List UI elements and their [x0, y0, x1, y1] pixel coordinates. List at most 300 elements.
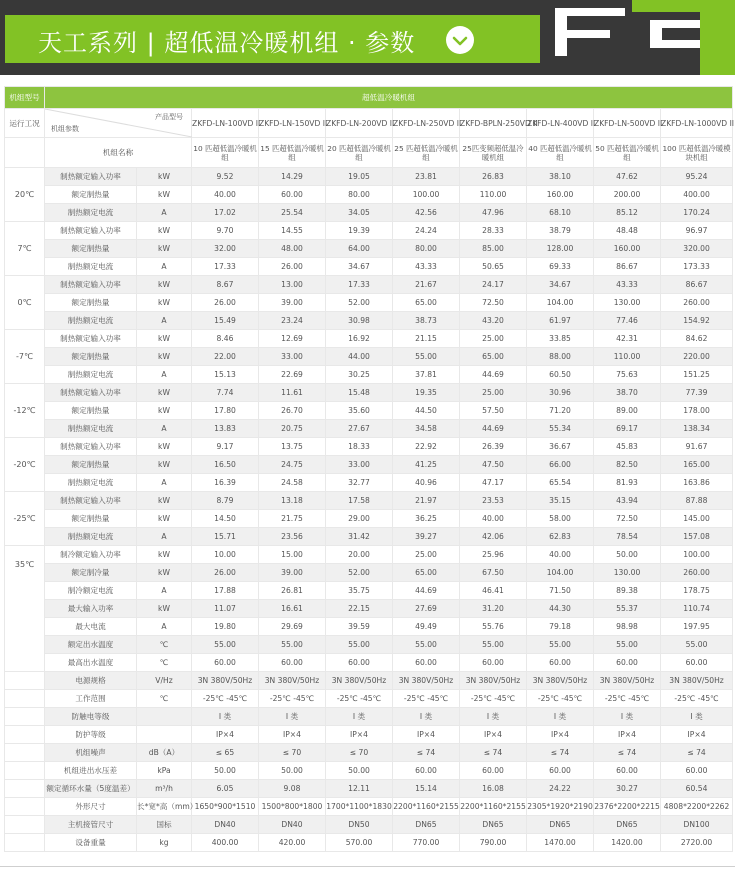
value-cell: IP×4 — [594, 726, 661, 744]
value-cell: 85.12 — [594, 204, 661, 222]
value-cell: 160.00 — [527, 186, 594, 204]
value-cell: 52.00 — [326, 294, 393, 312]
value-cell: 130.00 — [594, 294, 661, 312]
table-row — [5, 204, 733, 222]
value-cell: 55.34 — [527, 420, 594, 438]
param-cell: 制热额定电流 — [45, 204, 137, 222]
value-cell: 2720.00 — [661, 834, 733, 852]
value-cell: 34.05 — [326, 204, 393, 222]
param-cell: 制热额定输入功率 — [45, 222, 137, 240]
value-cell: I 类 — [661, 708, 733, 726]
param-cell: 制热额定输入功率 — [45, 492, 137, 510]
param-cell: 额定制热量 — [45, 294, 137, 312]
table-row — [5, 528, 733, 546]
value-cell: 197.95 — [661, 618, 733, 636]
value-cell: ≤ 74 — [393, 744, 460, 762]
value-cell: 40.00 — [460, 510, 527, 528]
unit-cell: kW — [137, 186, 192, 204]
value-cell: 400.00 — [192, 834, 259, 852]
value-cell: 38.73 — [393, 312, 460, 330]
param-cell: 额定制热量 — [45, 510, 137, 528]
table-row — [5, 294, 733, 312]
check-icon — [446, 26, 474, 54]
value-cell: 72.50 — [460, 294, 527, 312]
value-cell: 55.00 — [527, 636, 594, 654]
value-cell: 81.93 — [594, 474, 661, 492]
table-row — [5, 600, 733, 618]
value-cell: 39.00 — [259, 564, 326, 582]
value-cell: 65.00 — [460, 348, 527, 366]
model-cell: ZKFD-LN-1000VD II — [661, 109, 733, 138]
value-cell: IP×4 — [326, 726, 393, 744]
value-cell: 26.00 — [192, 564, 259, 582]
table-row — [5, 618, 733, 636]
param-cell: 制热额定输入功率 — [45, 438, 137, 456]
value-cell: ≤ 70 — [326, 744, 393, 762]
value-cell: 31.42 — [326, 528, 393, 546]
table-row — [5, 492, 733, 510]
value-cell: 60.00 — [527, 762, 594, 780]
value-cell: 27.67 — [326, 420, 393, 438]
value-cell: 19.80 — [192, 618, 259, 636]
param-cell: 额定制冷量 — [45, 564, 137, 582]
param-cell: 防触电等级 — [45, 708, 137, 726]
value-cell: 32.77 — [326, 474, 393, 492]
value-cell: 71.50 — [527, 582, 594, 600]
value-cell: 60.54 — [661, 780, 733, 798]
value-cell: 26.81 — [259, 582, 326, 600]
unit-cell: kW — [137, 564, 192, 582]
param-cell: 制冷额定电流 — [45, 582, 137, 600]
table-row — [5, 546, 733, 564]
value-cell: 170.24 — [661, 204, 733, 222]
unit-name-cell: 10 匹超低温冷暖机组 — [192, 138, 259, 168]
condition-cell: -7℃ — [5, 330, 45, 384]
unit-cell — [137, 726, 192, 744]
value-cell: 3N 380V/50Hz — [393, 672, 460, 690]
value-cell: 26.83 — [460, 168, 527, 186]
value-cell: 110.00 — [594, 348, 661, 366]
value-cell: 26.70 — [259, 402, 326, 420]
value-cell: 2200*1160*2155 — [460, 798, 527, 816]
value-cell: 55.00 — [460, 636, 527, 654]
value-cell: 1650*900*1510 — [192, 798, 259, 816]
value-cell: 42.56 — [393, 204, 460, 222]
value-cell: 34.67 — [326, 258, 393, 276]
value-cell: 60.00 — [460, 654, 527, 672]
value-cell: DN40 — [192, 816, 259, 834]
value-cell: 17.33 — [326, 276, 393, 294]
param-cell: 主机接管尺寸 — [45, 816, 137, 834]
value-cell: 11.61 — [259, 384, 326, 402]
value-cell: 60.00 — [326, 654, 393, 672]
unit-name-cell: 15 匹超低温冷暖机组 — [259, 138, 326, 168]
value-cell: 85.00 — [460, 240, 527, 258]
value-cell: 75.63 — [594, 366, 661, 384]
table-row — [5, 330, 733, 348]
value-cell: 22.69 — [259, 366, 326, 384]
value-cell: 47.17 — [460, 474, 527, 492]
condition-cell — [5, 780, 45, 798]
value-cell: 21.15 — [393, 330, 460, 348]
value-cell: 48.00 — [259, 240, 326, 258]
value-cell: -25℃ -45℃ — [527, 690, 594, 708]
value-cell: 44.00 — [326, 348, 393, 366]
unit-cell: dB（A） — [137, 744, 192, 762]
value-cell: 163.86 — [661, 474, 733, 492]
value-cell: 36.25 — [393, 510, 460, 528]
unit-name-cell: 40 匹超低温冷暖机组 — [527, 138, 594, 168]
unit-cell: 国标 — [137, 816, 192, 834]
value-cell: 16.08 — [460, 780, 527, 798]
value-cell: 64.00 — [326, 240, 393, 258]
value-cell: 8.67 — [192, 276, 259, 294]
param-cell: 机组噪声 — [45, 744, 137, 762]
condition-cell — [5, 798, 45, 816]
value-cell: 8.79 — [192, 492, 259, 510]
value-cell: 19.05 — [326, 168, 393, 186]
unit-cell: ℃ — [137, 636, 192, 654]
condition-cell: 7℃ — [5, 222, 45, 276]
value-cell: DN65 — [393, 816, 460, 834]
value-cell: I 类 — [393, 708, 460, 726]
value-cell: 61.97 — [527, 312, 594, 330]
condition-cell: 0℃ — [5, 276, 45, 330]
value-cell: ≤ 65 — [192, 744, 259, 762]
table-row — [5, 456, 733, 474]
value-cell: 35.75 — [326, 582, 393, 600]
condition-cell — [5, 138, 45, 168]
value-cell: 33.00 — [326, 456, 393, 474]
condition-cell: -25℃ — [5, 492, 45, 546]
value-cell: 22.00 — [192, 348, 259, 366]
value-cell: 15.71 — [192, 528, 259, 546]
value-cell: 37.81 — [393, 366, 460, 384]
value-cell: 104.00 — [527, 294, 594, 312]
value-cell: 154.92 — [661, 312, 733, 330]
table-row — [5, 636, 733, 654]
value-cell: 260.00 — [661, 294, 733, 312]
value-cell: 13.83 — [192, 420, 259, 438]
unit-cell: kW — [137, 294, 192, 312]
param-cell: 制热额定电流 — [45, 528, 137, 546]
table-row — [5, 834, 733, 852]
value-cell: 89.00 — [594, 402, 661, 420]
condition-cell: 20℃ — [5, 168, 45, 222]
unit-cell: kW — [137, 276, 192, 294]
value-cell: I 类 — [594, 708, 661, 726]
value-cell: 22.15 — [326, 600, 393, 618]
value-cell: 60.00 — [393, 762, 460, 780]
value-cell: 165.00 — [661, 456, 733, 474]
value-cell: 1500*800*1800 — [259, 798, 326, 816]
value-cell: 60.00 — [661, 762, 733, 780]
value-cell: -25℃ -45℃ — [393, 690, 460, 708]
unit-name-cell: 50 匹超低温冷暖机组 — [594, 138, 661, 168]
value-cell: 220.00 — [661, 348, 733, 366]
unit-name-cell: 25 匹超低温冷暖机组 — [393, 138, 460, 168]
value-cell: 67.50 — [460, 564, 527, 582]
param-cell: 制热额定电流 — [45, 366, 137, 384]
value-cell: 2305*1920*2190 — [527, 798, 594, 816]
value-cell: DN65 — [527, 816, 594, 834]
value-cell: 770.00 — [393, 834, 460, 852]
value-cell: 57.50 — [460, 402, 527, 420]
unit-cell: 长*宽*高（mm） — [137, 798, 192, 816]
value-cell: 25.96 — [460, 546, 527, 564]
condition-cell — [5, 726, 45, 744]
value-cell: 21.75 — [259, 510, 326, 528]
value-cell: 30.27 — [594, 780, 661, 798]
value-cell: 35.60 — [326, 402, 393, 420]
value-cell: 39.27 — [393, 528, 460, 546]
value-cell: 30.96 — [527, 384, 594, 402]
param-cell: 电源规格 — [45, 672, 137, 690]
value-cell: 95.24 — [661, 168, 733, 186]
unit-cell: kW — [137, 168, 192, 186]
value-cell: 44.69 — [460, 366, 527, 384]
value-cell: 78.54 — [594, 528, 661, 546]
model-cell: ZKFD-LN-100VD II — [192, 109, 259, 138]
value-cell: 35.15 — [527, 492, 594, 510]
unit-cell: kW — [137, 348, 192, 366]
unit-cell: A — [137, 618, 192, 636]
value-cell: 88.00 — [527, 348, 594, 366]
model-cell: ZKFD-LN-200VD II — [326, 109, 393, 138]
value-cell: 28.33 — [460, 222, 527, 240]
value-cell: 420.00 — [259, 834, 326, 852]
table-row — [5, 240, 733, 258]
value-cell: 15.13 — [192, 366, 259, 384]
condition-cell — [5, 762, 45, 780]
condition-cell — [5, 744, 45, 762]
value-cell: 14.55 — [259, 222, 326, 240]
value-cell: 19.39 — [326, 222, 393, 240]
value-cell: 110.00 — [460, 186, 527, 204]
value-cell: 22.92 — [393, 438, 460, 456]
value-cell: 46.41 — [460, 582, 527, 600]
value-cell: 60.00 — [594, 762, 661, 780]
value-cell: 138.34 — [661, 420, 733, 438]
unit-cell: kW — [137, 456, 192, 474]
value-cell: 17.88 — [192, 582, 259, 600]
value-cell: 4808*2200*2262 — [661, 798, 733, 816]
table-row — [5, 186, 733, 204]
table-row — [5, 366, 733, 384]
value-cell: 130.00 — [594, 564, 661, 582]
value-cell: I 类 — [460, 708, 527, 726]
table-row — [5, 258, 733, 276]
bottom-divider — [0, 866, 735, 867]
value-cell: IP×4 — [192, 726, 259, 744]
param-cell: 制热额定电流 — [45, 420, 137, 438]
table-row — [5, 312, 733, 330]
value-cell: 30.25 — [326, 366, 393, 384]
value-cell: 178.75 — [661, 582, 733, 600]
value-cell: 49.49 — [393, 618, 460, 636]
value-cell: IP×4 — [527, 726, 594, 744]
value-cell: 3N 380V/50Hz — [192, 672, 259, 690]
value-cell: 87.88 — [661, 492, 733, 510]
condition-cell: -20℃ — [5, 438, 45, 492]
header-banner — [0, 0, 735, 75]
condition-cell — [5, 672, 45, 690]
value-cell: 29.00 — [326, 510, 393, 528]
value-cell: 60.00 — [527, 654, 594, 672]
value-cell: 18.33 — [326, 438, 393, 456]
value-cell: 790.00 — [460, 834, 527, 852]
table-row — [5, 384, 733, 402]
unit-cell: A — [137, 366, 192, 384]
param-cell: 制热额定电流 — [45, 312, 137, 330]
value-cell: DN40 — [259, 816, 326, 834]
value-cell: 36.67 — [527, 438, 594, 456]
unit-name-cell: 25匹变频超低温冷暖机组 — [460, 138, 527, 168]
value-cell: 3N 380V/50Hz — [259, 672, 326, 690]
value-cell: 8.46 — [192, 330, 259, 348]
value-cell: -25℃ -45℃ — [326, 690, 393, 708]
condition-cell: 35℃ — [5, 546, 45, 672]
condition-cell — [5, 690, 45, 708]
value-cell: 21.67 — [393, 276, 460, 294]
param-cell: 额定制热量 — [45, 186, 137, 204]
value-cell: 151.25 — [661, 366, 733, 384]
value-cell: 24.24 — [393, 222, 460, 240]
value-cell: 50.00 — [594, 546, 661, 564]
value-cell: 15.14 — [393, 780, 460, 798]
value-cell: 26.00 — [192, 294, 259, 312]
value-cell: 1700*1100*1830 — [326, 798, 393, 816]
value-cell: 17.58 — [326, 492, 393, 510]
value-cell: DN50 — [326, 816, 393, 834]
value-cell: 69.17 — [594, 420, 661, 438]
diagonal-header-cell — [45, 109, 192, 138]
table-row — [5, 276, 733, 294]
value-cell: 12.11 — [326, 780, 393, 798]
value-cell: 38.10 — [527, 168, 594, 186]
value-cell: 400.00 — [661, 186, 733, 204]
unit-cell: m³/h — [137, 780, 192, 798]
value-cell: 84.62 — [661, 330, 733, 348]
value-cell: -25℃ -45℃ — [460, 690, 527, 708]
value-cell: 44.50 — [393, 402, 460, 420]
value-cell: I 类 — [192, 708, 259, 726]
value-cell: 47.96 — [460, 204, 527, 222]
value-cell: 82.50 — [594, 456, 661, 474]
logo-block — [555, 30, 610, 38]
unit-cell: kW — [137, 402, 192, 420]
table-row — [5, 690, 733, 708]
param-cell: 防护等级 — [45, 726, 137, 744]
param-cell: 最大输入功率 — [45, 600, 137, 618]
model-cell: ZKFD-LN-250VD II — [393, 109, 460, 138]
value-cell: -25℃ -45℃ — [661, 690, 733, 708]
unit-cell: kW — [137, 438, 192, 456]
value-cell: 16.92 — [326, 330, 393, 348]
value-cell: 50.00 — [326, 762, 393, 780]
condition-cell — [5, 816, 45, 834]
value-cell: 60.00 — [192, 654, 259, 672]
value-cell: 86.67 — [661, 276, 733, 294]
value-cell: 45.83 — [594, 438, 661, 456]
value-cell: 58.00 — [527, 510, 594, 528]
value-cell: ≤ 74 — [661, 744, 733, 762]
table-row — [5, 780, 733, 798]
value-cell: 20.00 — [326, 546, 393, 564]
value-cell: 260.00 — [661, 564, 733, 582]
value-cell: 50.00 — [259, 762, 326, 780]
table-row — [5, 420, 733, 438]
value-cell: 42.31 — [594, 330, 661, 348]
value-cell: 50.00 — [192, 762, 259, 780]
unit-cell: A — [137, 204, 192, 222]
value-cell: ≤ 70 — [259, 744, 326, 762]
table-row — [5, 744, 733, 762]
value-cell: 21.97 — [393, 492, 460, 510]
param-cell: 制热额定输入功率 — [45, 168, 137, 186]
value-cell: 16.50 — [192, 456, 259, 474]
unit-cell: A — [137, 312, 192, 330]
value-cell: 17.80 — [192, 402, 259, 420]
value-cell: 60.00 — [259, 186, 326, 204]
value-cell: 3N 380V/50Hz — [661, 672, 733, 690]
value-cell: 71.20 — [527, 402, 594, 420]
table-row — [5, 348, 733, 366]
value-cell: I 类 — [326, 708, 393, 726]
unit-cell: kPa — [137, 762, 192, 780]
value-cell: 3N 380V/50Hz — [326, 672, 393, 690]
value-cell: 16.61 — [259, 600, 326, 618]
value-cell: 26.00 — [259, 258, 326, 276]
value-cell: 3N 380V/50Hz — [460, 672, 527, 690]
value-cell: 17.02 — [192, 204, 259, 222]
unit-cell: kW — [137, 510, 192, 528]
param-cell: 额定循环水量（5度温差） — [45, 780, 137, 798]
value-cell: 23.56 — [259, 528, 326, 546]
value-cell: 44.30 — [527, 600, 594, 618]
unit-cell: kW — [137, 384, 192, 402]
value-cell: 6.05 — [192, 780, 259, 798]
value-cell: 320.00 — [661, 240, 733, 258]
value-cell: 43.20 — [460, 312, 527, 330]
value-cell: 23.53 — [460, 492, 527, 510]
logo-block — [700, 10, 735, 75]
param-cell: 额定制热量 — [45, 402, 137, 420]
value-cell: 24.75 — [259, 456, 326, 474]
condition-cell — [5, 834, 45, 852]
unit-cell: ℃ — [137, 654, 192, 672]
value-cell: 178.00 — [661, 402, 733, 420]
param-cell: 额定制热量 — [45, 348, 137, 366]
value-cell: -25℃ -45℃ — [259, 690, 326, 708]
value-cell: 15.00 — [259, 546, 326, 564]
value-cell: 13.18 — [259, 492, 326, 510]
table-row — [5, 798, 733, 816]
table-row — [5, 708, 733, 726]
value-cell: DN65 — [460, 816, 527, 834]
value-cell: 9.70 — [192, 222, 259, 240]
value-cell: 65.00 — [393, 294, 460, 312]
value-cell: 14.29 — [259, 168, 326, 186]
param-cell: 工作范围 — [45, 690, 137, 708]
unit-cell: ℃ — [137, 690, 192, 708]
value-cell: 26.39 — [460, 438, 527, 456]
param-cell: 制热额定输入功率 — [45, 384, 137, 402]
condition-header: 运行工况 — [5, 109, 45, 138]
value-cell: 55.00 — [192, 636, 259, 654]
value-cell: 1420.00 — [594, 834, 661, 852]
value-cell: IP×4 — [393, 726, 460, 744]
